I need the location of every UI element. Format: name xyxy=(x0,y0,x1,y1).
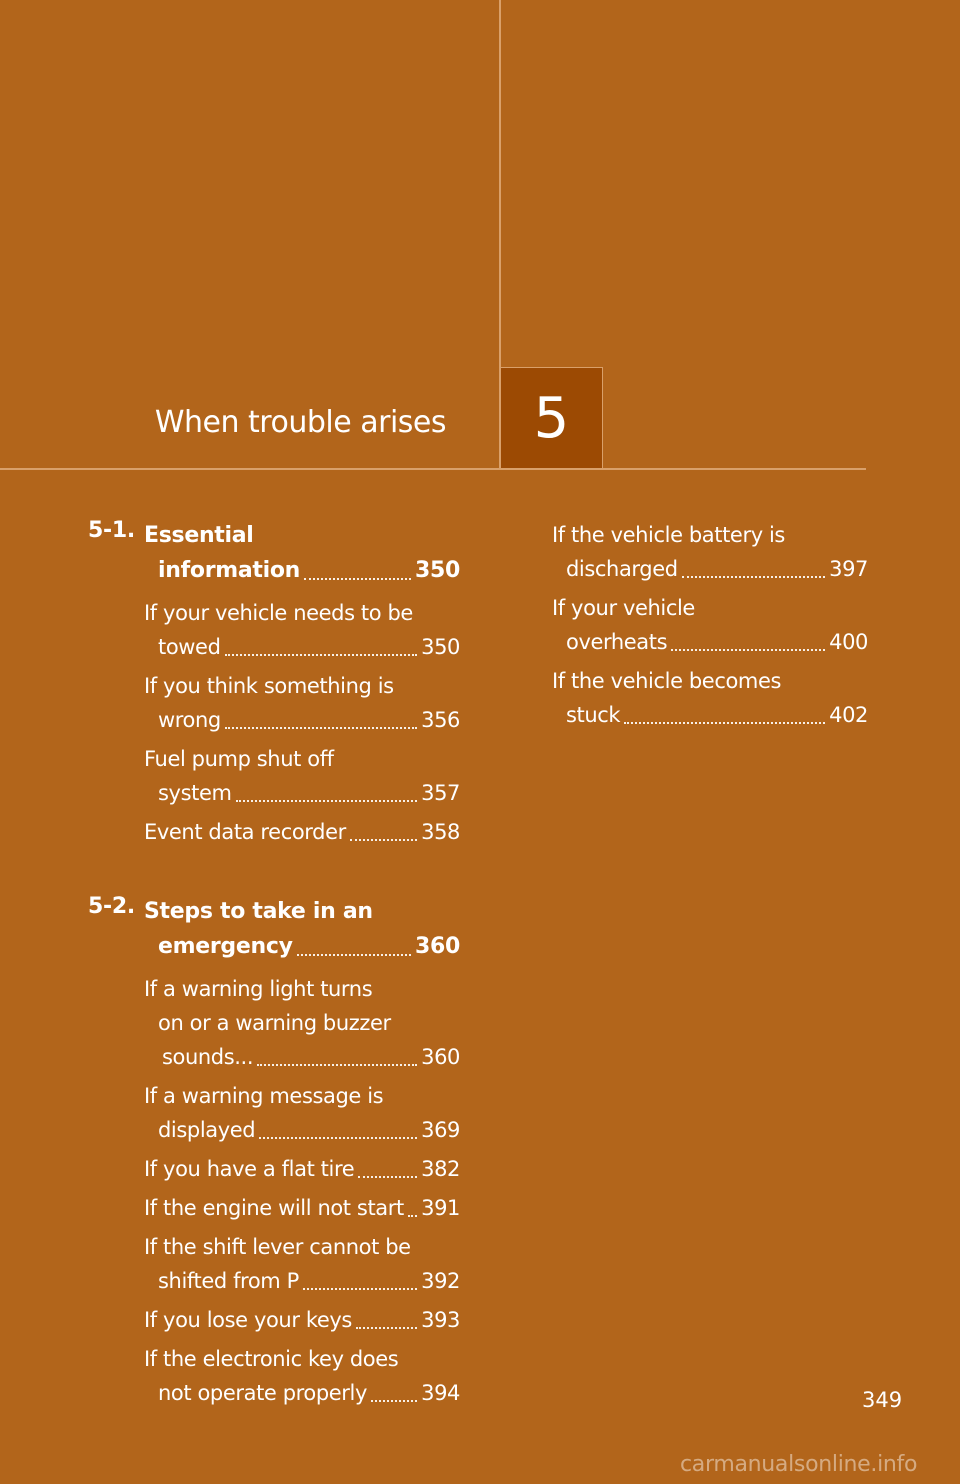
entry-page: 350 xyxy=(421,635,460,659)
toc-entry[interactable] xyxy=(144,596,460,664)
toc-section-5-2[interactable] xyxy=(88,894,460,964)
horizontal-rule xyxy=(0,468,866,470)
toc-entry[interactable] xyxy=(144,972,460,1074)
leader-dots xyxy=(225,654,418,656)
entry-page: 394 xyxy=(421,1381,460,1405)
entry-label: wrong xyxy=(158,708,221,732)
chapter-number-badge xyxy=(500,367,603,469)
entry-label: Event data recorder xyxy=(144,820,346,844)
entry-page: 382 xyxy=(421,1157,460,1181)
toc-entry[interactable] xyxy=(144,669,460,737)
entry-line1: If a warning message is xyxy=(144,1084,384,1108)
page-number: 349 xyxy=(862,1388,903,1412)
entry-label: towed xyxy=(158,635,221,659)
entry-line1: If a warning light turns xyxy=(144,977,373,1001)
section-page: 350 xyxy=(414,558,460,583)
toc-entry[interactable] xyxy=(552,664,868,732)
toc-entry[interactable] xyxy=(144,1191,460,1225)
entry-page: 357 xyxy=(421,781,460,805)
section-title-line1: Steps to take in an xyxy=(144,899,373,924)
watermark: carmanualsonline.info xyxy=(680,1452,918,1477)
toc-entry[interactable] xyxy=(144,742,460,810)
leader-dots xyxy=(303,1288,417,1290)
section-number: 5-2. xyxy=(88,894,135,919)
section-page: 360 xyxy=(414,934,460,959)
entry-label: If you have a flat tire xyxy=(144,1157,355,1181)
entry-label: If you lose your keys xyxy=(144,1308,352,1332)
toc-entry[interactable] xyxy=(144,1342,460,1410)
leader-dots xyxy=(259,1137,417,1139)
toc-entry[interactable] xyxy=(144,815,460,849)
toc-entry[interactable] xyxy=(552,518,868,586)
entry-page: 358 xyxy=(421,820,460,844)
leader-dots xyxy=(356,1327,417,1329)
leader-dots xyxy=(297,954,411,956)
toc-entry[interactable] xyxy=(144,1079,460,1147)
toc-entry[interactable] xyxy=(144,1230,460,1298)
entry-page: 393 xyxy=(421,1308,460,1332)
leader-dots xyxy=(304,578,411,580)
entry-page: 391 xyxy=(421,1196,460,1220)
entry-label: If the engine will not start xyxy=(144,1196,404,1220)
toc-entry[interactable] xyxy=(144,1303,460,1337)
entry-page: 402 xyxy=(829,703,868,727)
entry-page: 400 xyxy=(829,630,868,654)
toc-right-column xyxy=(552,518,868,737)
entry-page: 369 xyxy=(421,1118,460,1142)
entry-page: 360 xyxy=(421,1045,460,1069)
leader-dots xyxy=(682,576,825,578)
entry-label: sounds... xyxy=(162,1045,254,1069)
entry-line1: If the vehicle becomes xyxy=(552,669,782,693)
entry-page: 392 xyxy=(421,1269,460,1293)
entry-line1: Fuel pump shut off xyxy=(144,747,334,771)
toc-entry[interactable] xyxy=(552,591,868,659)
entry-label: shifted from P xyxy=(158,1269,299,1293)
leader-dots xyxy=(624,722,825,724)
entry-page: 356 xyxy=(421,708,460,732)
entry-line1: If your vehicle xyxy=(552,596,695,620)
entry-line1: If the vehicle battery is xyxy=(552,523,785,547)
leader-dots xyxy=(257,1064,417,1066)
entry-label: not operate properly xyxy=(158,1381,367,1405)
section-title-line2: information xyxy=(158,558,301,583)
leader-dots xyxy=(371,1400,417,1402)
entry-label: discharged xyxy=(566,557,678,581)
entry-page: 397 xyxy=(829,557,868,581)
leader-dots xyxy=(671,649,825,651)
leader-dots xyxy=(408,1215,417,1217)
section-title-line2: emergency xyxy=(158,934,293,959)
entry-line1: If your vehicle needs to be xyxy=(144,601,413,625)
entry-line2: on or a warning buzzer xyxy=(158,1011,391,1035)
chapter-number: 5 xyxy=(533,385,570,451)
leader-dots xyxy=(350,839,417,841)
entry-line1: If you think something is xyxy=(144,674,394,698)
entry-label: stuck xyxy=(566,703,621,727)
entry-line1: If the shift lever cannot be xyxy=(144,1235,411,1259)
entry-label: displayed xyxy=(158,1118,256,1142)
section-number: 5-1. xyxy=(88,518,135,543)
leader-dots xyxy=(358,1176,417,1178)
toc-left-column xyxy=(88,518,460,1415)
chapter-title: When trouble arises xyxy=(154,405,446,440)
entry-label: overheats xyxy=(566,630,668,654)
toc-section-5-1[interactable] xyxy=(88,518,460,588)
toc-entry[interactable] xyxy=(144,1152,460,1186)
leader-dots xyxy=(236,800,418,802)
leader-dots xyxy=(225,727,417,729)
section-title-line1: Essential xyxy=(144,523,254,548)
entry-label: system xyxy=(158,781,232,805)
entry-line1: If the electronic key does xyxy=(144,1347,399,1371)
